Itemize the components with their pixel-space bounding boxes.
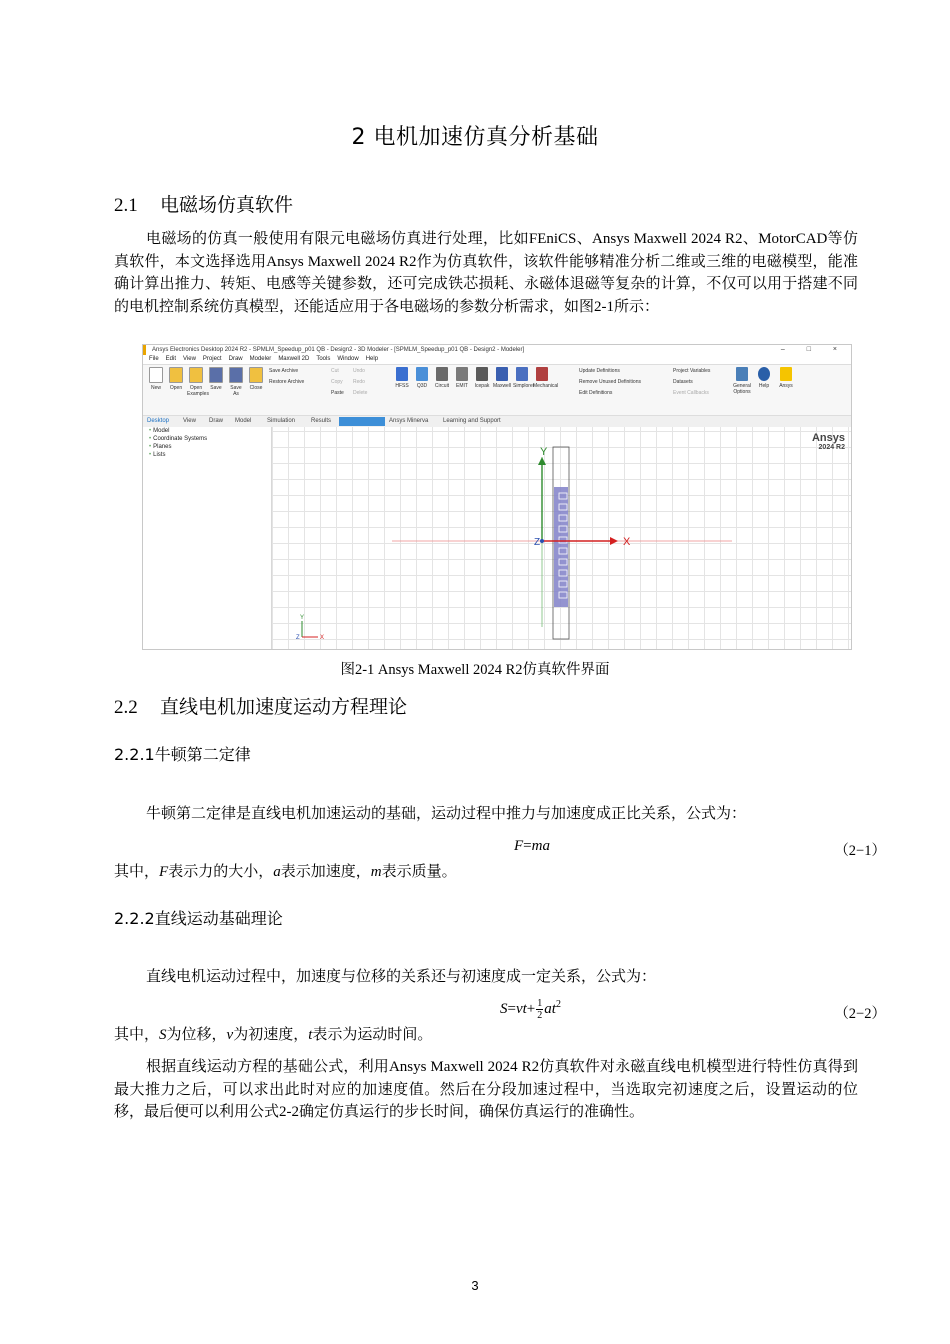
tab-active-indicator[interactable] [339, 417, 385, 426]
ribbon-button-help[interactable] [755, 367, 773, 389]
ribbon-item-definitions[interactable]: Edit Definitions [579, 390, 613, 396]
var: v [226, 1027, 234, 1043]
menu-item-window[interactable]: Window [337, 356, 359, 362]
ribbon-button-label: Open [169, 385, 183, 391]
ribbon-button-label: New [150, 385, 161, 391]
origin-point [540, 539, 544, 543]
tree-item-label: Planes [153, 444, 172, 450]
section-title: 电磁场仿真软件 [160, 194, 294, 216]
ribbon-button-label: Open Examples [187, 385, 209, 397]
model-canvas [272, 427, 851, 649]
tree-item-label: Lists [153, 452, 166, 458]
project-tree [143, 427, 272, 649]
ribbon-button-maxwell[interactable] [493, 367, 511, 389]
x-axis-head [610, 537, 618, 545]
ribbon-button-label: Circuit [434, 383, 450, 389]
figure-caption: 图2-1 Ansys Maxwell 2024 R2仿真软件界面 [340, 662, 610, 678]
options-icon [736, 367, 748, 381]
ribbon-button-simplorer[interactable] [513, 367, 535, 389]
ribbon-button-emit[interactable] [453, 367, 471, 389]
eq-sign: = [507, 1000, 516, 1017]
tree-node-icon: • [149, 452, 152, 458]
section-2-2-heading [114, 692, 407, 719]
tab-ansys-minerva[interactable]: Ansys Minerva [389, 418, 429, 424]
ribbon-button-open[interactable] [167, 367, 185, 391]
ribbon-button-label: Ansys [779, 383, 793, 389]
ribbon-item-archive[interactable]: Save Archive [269, 368, 299, 374]
ribbon-item-project[interactable]: Project Variables [673, 368, 711, 374]
ribbon-button-close[interactable] [247, 367, 265, 391]
eq-sign: + [526, 1000, 536, 1017]
tree-item-model[interactable] [143, 427, 271, 435]
y-axis-head [538, 457, 546, 465]
ribbon-button-label: Q3D [416, 383, 428, 389]
text: 表示加速度， [280, 864, 371, 880]
file-icon [249, 367, 263, 383]
ribbon-button-label: Maxwell [493, 383, 512, 389]
eq-var: at [544, 1000, 556, 1017]
paragraph-2-2-2: 直线电机运动过程中，加速度与位移的关系还与初速度成一定关系，公式为： [146, 969, 657, 985]
tree-node-icon: • [149, 444, 152, 450]
section-2-1-heading [114, 190, 293, 217]
menu-item-view[interactable]: View [183, 356, 196, 362]
ribbon-item-project[interactable]: Event Callbacks [673, 390, 709, 396]
ribbon-button-label: Save [210, 385, 222, 391]
ribbon-button-ansys[interactable] [777, 367, 795, 389]
eq-sign: = [523, 838, 532, 854]
tool-icon [536, 367, 548, 381]
tool-icon [516, 367, 528, 381]
numerator: 1 [537, 998, 543, 1009]
ribbon-item-edit[interactable]: Paste [331, 390, 344, 396]
tab-learning-and-support[interactable]: Learning and Support [443, 418, 501, 424]
tab-draw[interactable]: Draw [209, 418, 224, 424]
menu-item-maxwell-2d[interactable]: Maxwell 2D [278, 356, 310, 362]
where-clause-2-2 [114, 1024, 858, 1047]
tree-item-lists[interactable] [143, 451, 271, 459]
brand-name: Ansys [811, 432, 845, 444]
equation-number-2-1: （2−1） [834, 843, 886, 859]
file-icon [209, 367, 223, 383]
equation-2-2 [500, 998, 561, 1021]
ribbon-item-definitions[interactable]: Update Definitions [579, 368, 620, 374]
ribbon-button-label: HFSS [395, 383, 409, 389]
equation-2-1 [514, 838, 550, 855]
modeler-viewport[interactable] [272, 427, 851, 649]
subsection-2-2-2-heading: 2.2.2直线运动基础理论 [114, 909, 283, 928]
ribbon-button-label: Close [249, 385, 263, 391]
var: m [370, 864, 382, 880]
tab-view[interactable]: View [183, 418, 196, 424]
tool-icon [476, 367, 488, 381]
window-controls[interactable]: – □ × [780, 346, 847, 353]
ribbon-button-label: Mechanical [533, 383, 559, 389]
equation-number-2-2: （2−2） [834, 1006, 886, 1022]
menu-bar [143, 355, 851, 364]
software-screenshot [142, 344, 852, 650]
tree-item-label: Model [153, 428, 170, 434]
var: t [308, 1027, 313, 1043]
tool-icon [456, 367, 468, 381]
section-title: 直线电机加速度运动方程理论 [160, 696, 408, 718]
tool-icon [416, 367, 428, 381]
coil-region [554, 487, 568, 607]
tab-results[interactable]: Results [311, 418, 332, 424]
ribbon-button-label: General Options [733, 383, 751, 395]
text: 其中， [114, 864, 160, 880]
window-titlebar [143, 345, 851, 355]
denominator: 2 [537, 1010, 543, 1021]
z-axis-label: Z [534, 537, 541, 548]
var: F [159, 864, 169, 880]
ribbon-item-edit[interactable]: Undo [353, 368, 365, 374]
tree-item-label: Coordinate Systems [153, 436, 208, 442]
tab-model[interactable]: Model [235, 418, 252, 424]
section-number: 2.1 [114, 195, 138, 216]
ribbon-button-open-examples[interactable] [187, 367, 209, 397]
ribbon-button-label: Help [758, 383, 770, 389]
mini-x-label: X [320, 635, 325, 641]
ribbon-button-save-as[interactable] [227, 367, 245, 397]
subsection-2-2-1-heading: 2.2.1牛顿第二定律 [114, 745, 251, 764]
ribbon-button-new[interactable] [147, 367, 165, 391]
page-number: 3 [471, 1278, 479, 1293]
mini-y-label: Y [300, 615, 305, 621]
menu-item-edit[interactable]: Edit [165, 356, 177, 362]
ribbon-item-definitions[interactable]: Remove Unused Definitions [579, 379, 641, 385]
ribbon-button-save[interactable] [207, 367, 225, 391]
var: a [273, 864, 281, 880]
exponent: 2 [555, 998, 561, 1010]
ribbon-button-label: Icepak [474, 383, 490, 389]
ribbon-toolbar [143, 364, 851, 416]
file-icon [229, 367, 243, 383]
ribbon-button-label: Simplorer [513, 383, 535, 389]
tool-icon [396, 367, 408, 381]
menu-item-draw[interactable]: Draw [228, 356, 243, 362]
ribbon-button-q3d[interactable] [413, 367, 431, 389]
eq-var: S [500, 1000, 508, 1017]
paragraph-2-2-1: 牛顿第二定律是直线电机加速运动的基础，运动过程中推力与加速度成正比关系，公式为： [146, 806, 747, 822]
ansys-logo-icon [780, 367, 792, 381]
ribbon-item-project[interactable]: Datasets [673, 379, 693, 385]
text: 其中， [114, 1027, 160, 1043]
ribbon-item-edit[interactable]: Cut [331, 368, 339, 374]
text: 为位移， [166, 1027, 227, 1043]
tool-icon [496, 367, 508, 381]
mini-z-label: Z [296, 635, 300, 641]
ribbon-item-edit[interactable]: Redo [353, 379, 365, 385]
tab-desktop[interactable]: Desktop [147, 418, 170, 424]
ribbon-button-general-options[interactable] [733, 367, 751, 395]
eq-var: F [514, 838, 524, 854]
paragraph-2-1: 电磁场的仿真一般使用有限元电磁场仿真进行处理，比如FEniCS、Ansys Maxwell 2024 R2、MotorCAD等仿真软件，本文选择选用Ansys Maxwell 2024 R2作为仿真软件，该软件能够精准分析二维或三维的电磁模型，能准确计算出推力、转矩、电感等关键参数，还可完成铁芯损耗、永磁体退磁等复杂的计算，不仅可以用于搭建不同的电机控制系统仿真模型，还能适应用于各电磁场的参数分析需求，如图2-1所示： [114, 231, 858, 315]
y-axis-label: Y [540, 446, 548, 458]
tree-node-icon: • [149, 428, 152, 434]
paragraph-final: 根据直线运动方程的基础公式，利用Ansys Maxwell 2024 R2仿真软件对永磁直线电机模型进行特性仿真得到最大推力之后，可以求出此时对应的加速度值。然后在分段加速过程中，当选取完初速度之后，设置运动的位移，最后便可以利用公式2-2确定仿真运行的步长时间，确保仿真运行的准确性。 [114, 1059, 858, 1121]
text: 表示力的大小， [168, 864, 274, 880]
text: 表示质量。 [381, 864, 457, 880]
help-icon [758, 367, 770, 381]
menu-item-modeler[interactable]: Modeler [249, 356, 272, 362]
section-number: 2.2 [114, 697, 138, 718]
tab-simulation[interactable]: Simulation [267, 418, 296, 424]
eq-var: vt [515, 1000, 527, 1017]
menu-item-file[interactable]: File [149, 356, 159, 362]
x-axis-label: X [623, 536, 631, 548]
chapter-title: 2 电机加速仿真分析基础 [351, 125, 599, 150]
menu-item-help[interactable]: Help [365, 356, 379, 362]
text: 表示为运动时间。 [312, 1027, 433, 1043]
tree-item-planes[interactable] [143, 443, 271, 451]
menu-item-project[interactable]: Project [202, 356, 222, 362]
ribbon-button-label: EMIT [456, 383, 468, 389]
ribbon-item-edit[interactable]: Delete [353, 390, 368, 396]
ribbon-button-hfss[interactable] [393, 367, 411, 389]
fraction [536, 998, 543, 1021]
file-icon [149, 367, 163, 383]
file-icon [169, 367, 183, 383]
eq-var: ma [531, 838, 550, 854]
brand-version: 2024 R2 [818, 444, 845, 451]
ribbon-button-mechanical[interactable] [533, 367, 559, 389]
ribbon-button-circuit[interactable] [433, 367, 451, 389]
tool-icon [436, 367, 448, 381]
ribbon-button-icepak[interactable] [473, 367, 491, 389]
ribbon-item-edit[interactable]: Copy [331, 379, 343, 385]
tree-item-coordinate-systems[interactable] [143, 435, 271, 443]
where-clause-2-1 [114, 861, 858, 884]
ribbon-item-archive[interactable]: Restore Archive [269, 379, 305, 385]
text: 为初速度， [233, 1027, 309, 1043]
var: S [159, 1027, 167, 1043]
window-title: Ansys Electronics Desktop 2024 R2 - SPMLM_Speedup_p01 QB - Design2 - 3D Modeler - [SPMLM_Speedup_p01 QB - Design2 - Modeler] [152, 347, 525, 353]
ribbon-button-label: Save As [230, 385, 242, 397]
tree-node-icon: • [149, 436, 152, 442]
file-icon [189, 367, 203, 383]
menu-item-tools[interactable]: Tools [316, 356, 331, 362]
